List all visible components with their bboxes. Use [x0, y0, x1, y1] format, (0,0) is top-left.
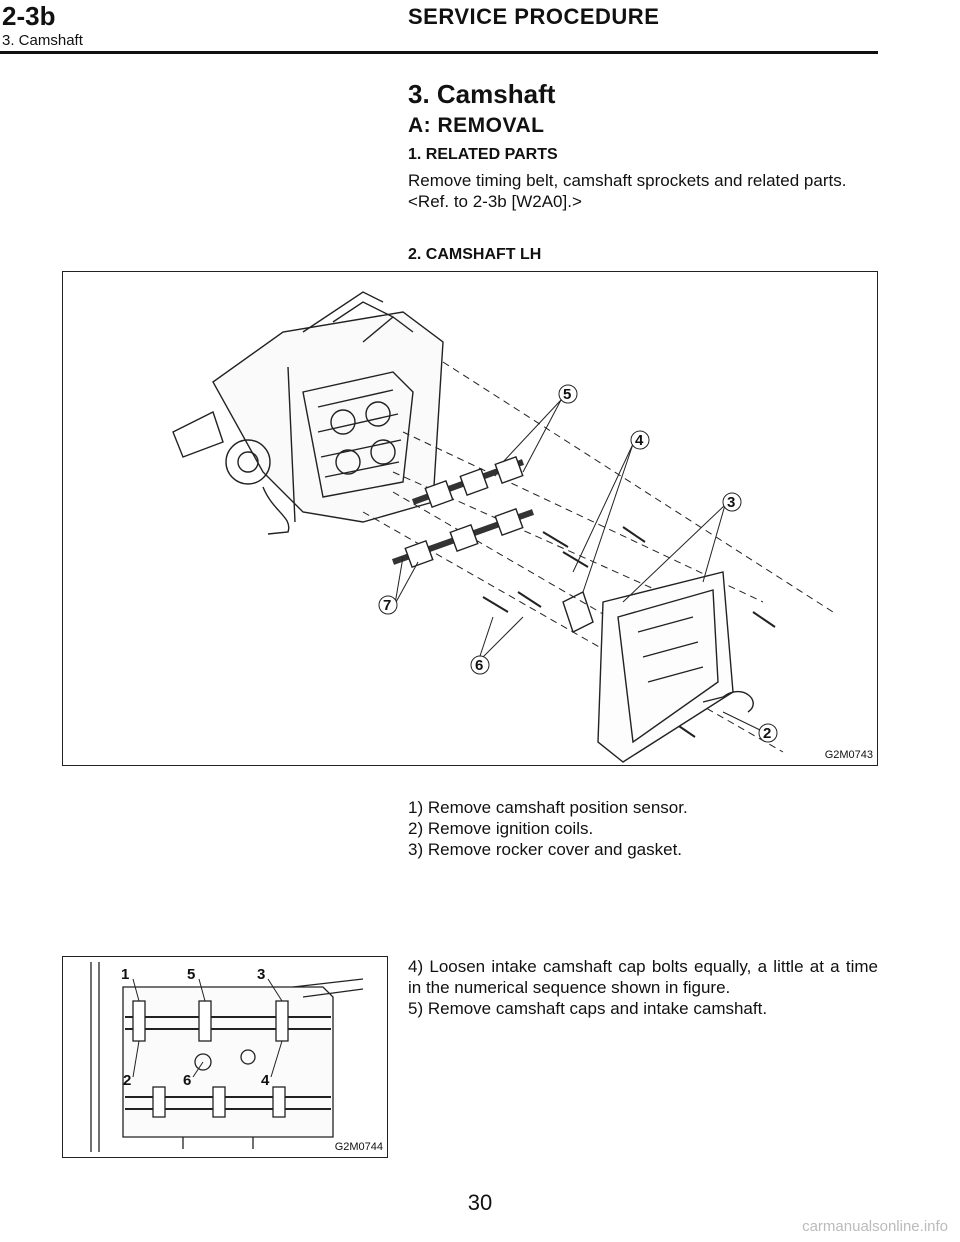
related-parts-heading: 1. RELATED PARTS — [408, 146, 558, 163]
steps-list — [408, 797, 878, 860]
callout-label: 6 — [475, 657, 484, 674]
callout-label: 5 — [563, 386, 572, 403]
header-title: SERVICE PROCEDURE — [408, 4, 660, 29]
steps-list — [408, 956, 878, 1019]
callout-label: 4 — [261, 1072, 270, 1089]
section-subtitle: 3. Camshaft — [2, 32, 83, 49]
figure-code: G2M0744 — [334, 1141, 383, 1153]
callout-label: 5 — [187, 966, 196, 983]
bolt-sequence-figure — [62, 956, 388, 1158]
removal-heading: A: REMOVAL — [408, 114, 545, 137]
header-rule — [0, 51, 878, 54]
step-item: 4) Loosen intake camshaft cap bolts equally, a little at a time in the numerical sequence shown in figure. — [408, 957, 878, 997]
callout-label: 3 — [257, 966, 266, 983]
callout-label: 3 — [727, 494, 736, 511]
callout-label: 1 — [121, 966, 130, 983]
page-number: 30 — [467, 1190, 493, 1215]
step-item: 1) Remove camshaft position sensor. — [408, 798, 688, 817]
callout-label: 2 — [763, 725, 772, 742]
page-title: 3. Camshaft — [408, 79, 556, 109]
figure-code: G2M0743 — [824, 749, 873, 761]
bolt-sequence-drawing — [63, 957, 389, 1159]
callout-label: 6 — [183, 1072, 192, 1089]
exploded-view-drawing — [63, 272, 879, 767]
section-code: 2-3b — [2, 1, 56, 31]
step-item: 2) Remove ignition coils. — [408, 819, 594, 838]
exploded-view-figure — [62, 271, 878, 766]
camshaft-lh-heading: 2. CAMSHAFT LH — [408, 246, 542, 263]
watermark: carmanualsonline.info — [802, 1218, 948, 1235]
step-item: 5) Remove camshaft caps and intake camshaft. — [408, 999, 768, 1018]
callout-label: 2 — [123, 1072, 132, 1089]
step-item: 3) Remove rocker cover and gasket. — [408, 840, 683, 859]
callout-label: 7 — [383, 597, 392, 614]
related-parts-text: Remove timing belt, camshaft sprockets and related parts. <Ref. to 2-3b [W2A0].> — [408, 171, 847, 211]
callout-label: 4 — [635, 432, 644, 449]
